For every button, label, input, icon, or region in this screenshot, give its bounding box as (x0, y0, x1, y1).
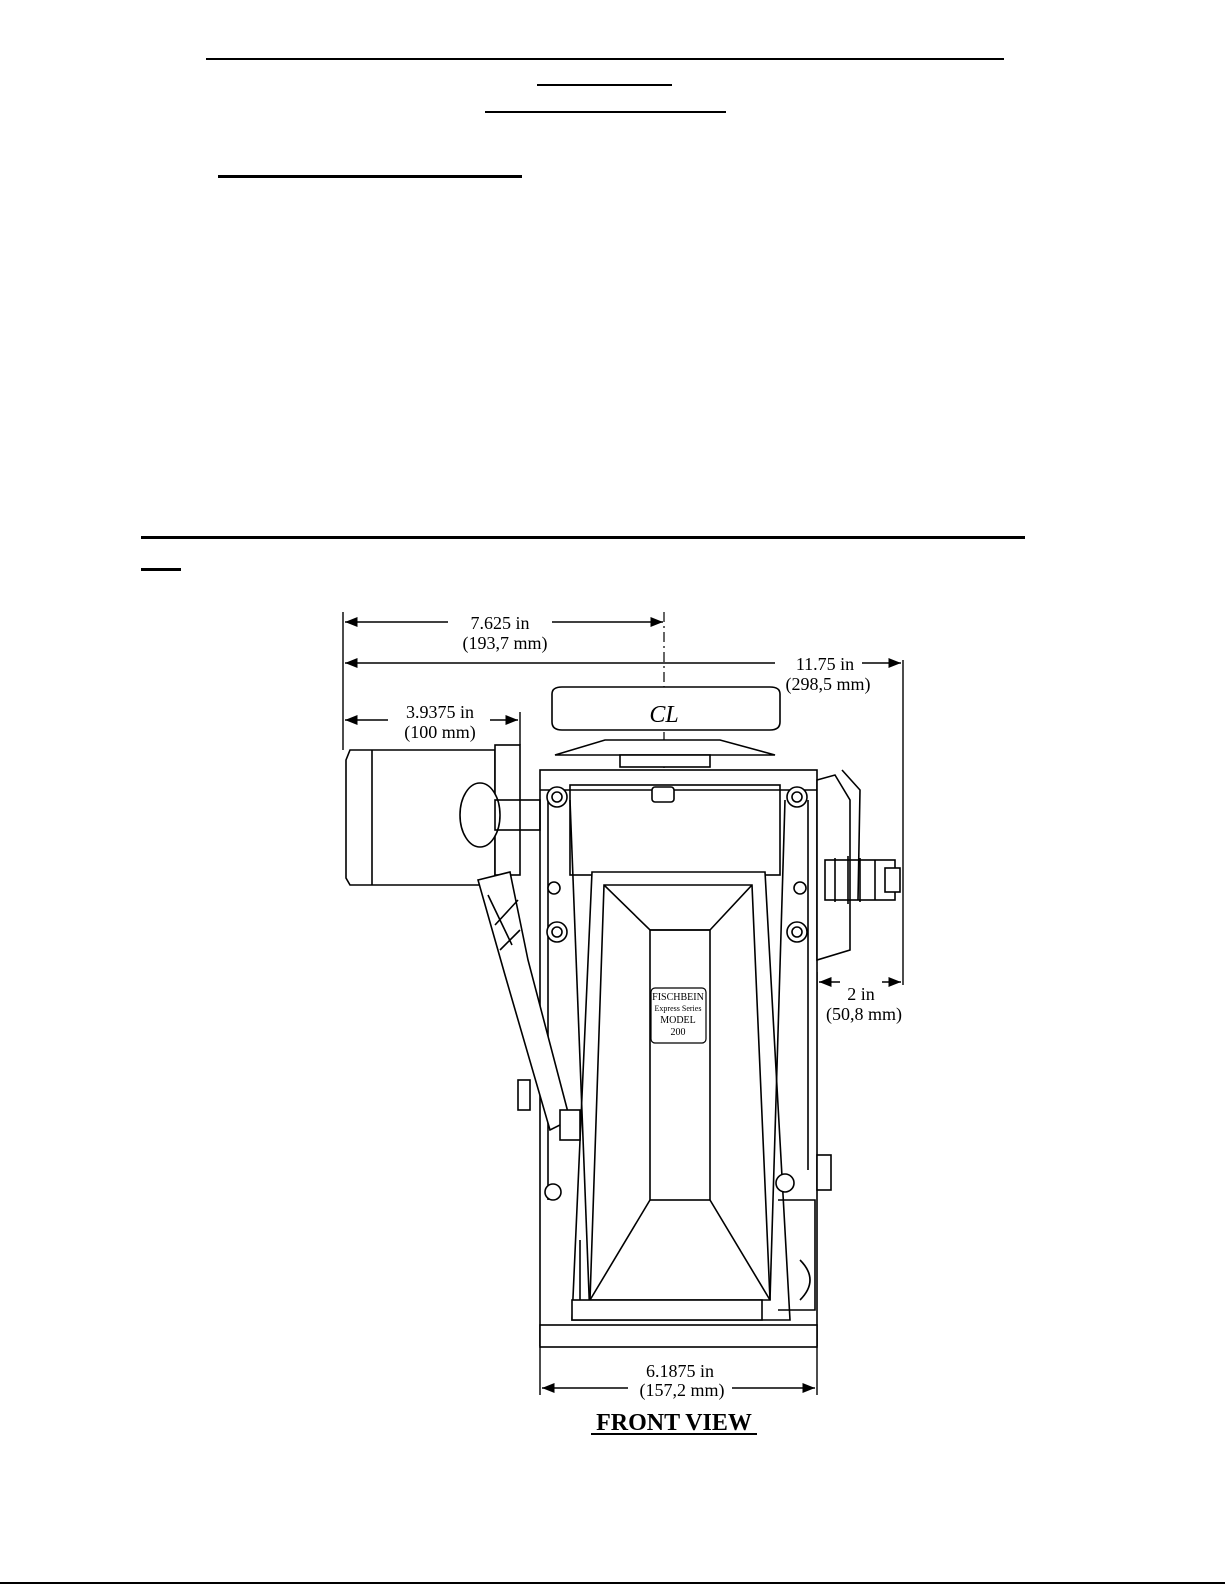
dim-overall-width-mm: (298,5 mm) (785, 674, 871, 694)
dim-base-width-mm: (157,2 mm) (639, 1380, 725, 1400)
dim-centerline-offset-mm: (193,7 mm) (462, 633, 548, 653)
view-label: FRONT VIEW (596, 1410, 752, 1436)
dim-right-overhang-in: 2 in (847, 984, 875, 1004)
dim-right-overhang-mm: (50,8 mm) (826, 1004, 902, 1024)
dim-motor-width-in: 3.9375 in (405, 702, 475, 722)
svg-text:MODEL: MODEL (660, 1015, 696, 1026)
nameplate (651, 988, 706, 1043)
dim-centerline-offset-in: 7.625 in (470, 613, 530, 633)
dim-overall-width-in: 11.75 in (795, 654, 855, 674)
svg-text:FISCHBEIN: FISCHBEIN (652, 992, 704, 1003)
svg-text:200: 200 (670, 1027, 686, 1038)
machine-outline (346, 687, 900, 1347)
dim-motor-width-mm: (100 mm) (404, 722, 476, 742)
centerline-symbol: CL (649, 702, 679, 728)
dim-base-width-in: 6.1875 in (645, 1361, 715, 1381)
svg-text:Express Series: Express Series (654, 1004, 702, 1013)
